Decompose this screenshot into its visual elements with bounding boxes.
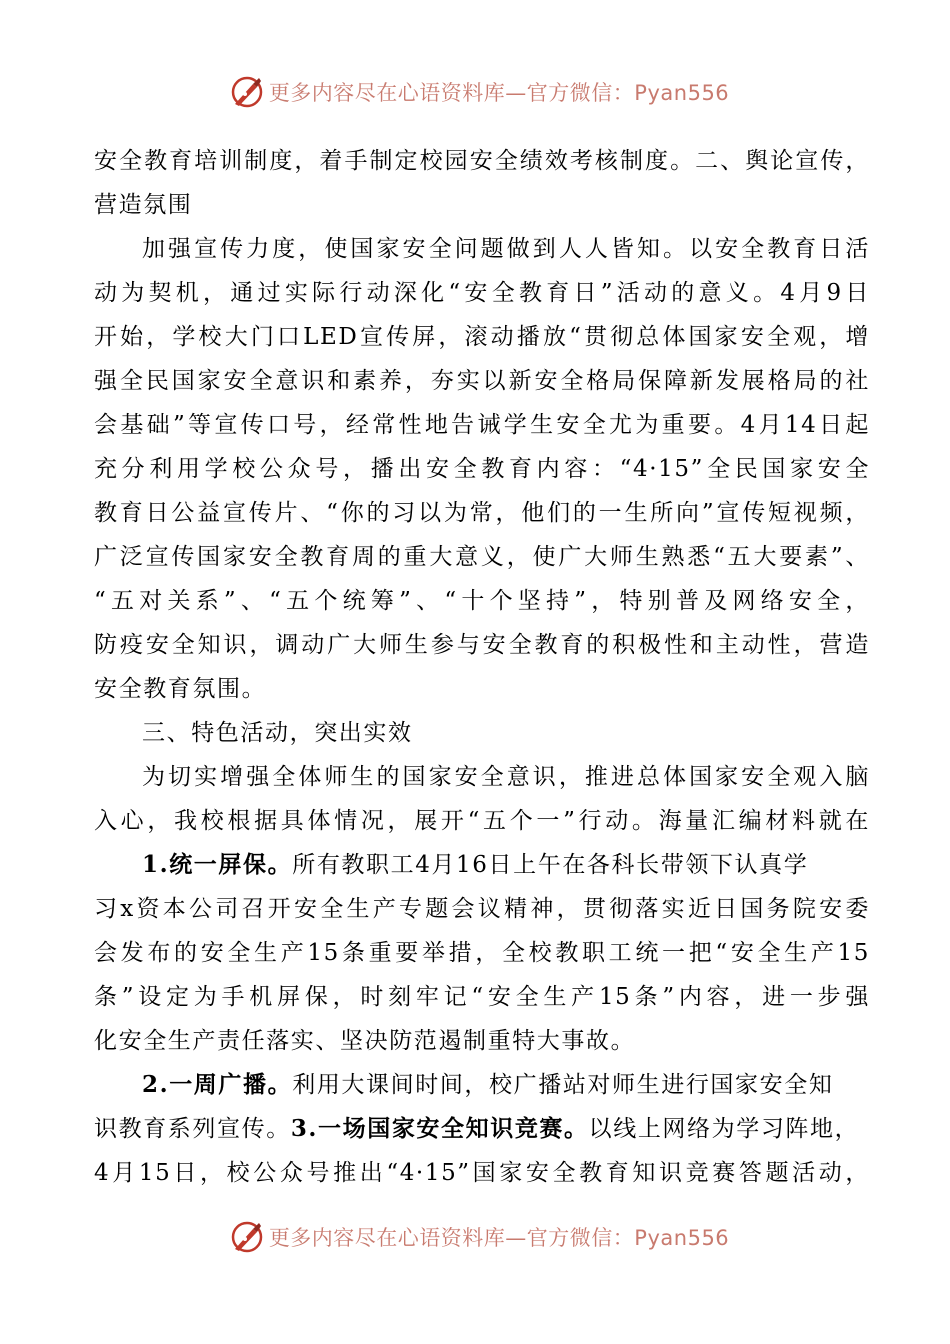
item-heading-quiz: 3.一场国家安全知识竞赛。	[290, 1115, 589, 1142]
paragraph-line: 为切实增强全体师生的国家安全意识，推进总体国家安全观入脑	[142, 764, 870, 790]
item-heading-screensaver: 1.统一屏保。	[142, 851, 293, 878]
paragraph-line: “五对关系”、“五个统筹”、“十个坚持”，特别普及网络安全，	[94, 588, 870, 614]
header-banner	[0, 70, 950, 114]
paragraph-line: 条”设定为手机屏保，时刻牢记“安全生产15条”内容，进一步强	[94, 984, 870, 1010]
paragraph-line: 入心，我校根据具体情况，展开“五个一”行动。海量汇编材料就在	[94, 808, 870, 834]
paragraph-line: 会发布的安全生产15条重要举措，全校教职工统一把“安全生产15	[94, 940, 870, 966]
footer-banner	[0, 1215, 950, 1259]
item-text: 利用大课间时间，校广播站对师生进行国家安全知	[292, 1072, 834, 1098]
pen-logo-icon	[229, 74, 265, 110]
paragraph-line: 开始，学校大门口LED宣传屏，滚动播放“贯彻总体国家安全观，增	[94, 324, 870, 350]
document-body	[94, 139, 870, 1195]
section-heading: 三、特色活动，突出实效	[142, 720, 413, 746]
item-heading-broadcast: 2.一周广播。	[142, 1071, 293, 1098]
paragraph-line: 习x资本公司召开安全生产专题会议精神，贯彻落实近日国务院安委	[94, 896, 870, 922]
item-text: 所有教职工4月16日上午在各科长带领下认真学	[292, 852, 809, 878]
paragraph-line: 加强宣传力度，使国家安全问题做到人人皆知。以安全教育日活	[142, 236, 870, 262]
paragraph-line	[94, 1063, 870, 1107]
paragraph-line	[94, 843, 870, 887]
paragraph-line: 4月15日，校公众号推出“4·15”国家安全教育知识竞赛答题活动，	[94, 1160, 870, 1186]
paragraph-line: 防疫安全知识，调动广大师生参与安全教育的积极性和主动性，营造	[94, 632, 870, 658]
header-banner-text: 更多内容尽在心语资料库—官方微信：Pyan556	[268, 81, 730, 105]
paragraph-line: 充分利用学校公众号，播出安全教育内容：“4·15”全民国家安全	[94, 456, 870, 482]
paragraph-line: 会基础”等宣传口号，经常性地告诫学生安全尤为重要。4月14日起	[94, 412, 870, 438]
paragraph-line: 营造氛围	[94, 192, 193, 218]
item-text: 识教育系列宣传。	[94, 1116, 291, 1142]
paragraph-line	[94, 1107, 870, 1151]
footer-banner-text: 更多内容尽在心语资料库—官方微信：Pyan556	[268, 1226, 730, 1250]
pen-logo-icon	[229, 1219, 265, 1255]
paragraph-line: 强全民国家安全意识和素养，夯实以新安全格局保障新发展格局的社	[94, 368, 870, 394]
paragraph-line: 广泛宣传国家安全教育周的重大意义，使广大师生熟悉“五大要素”、	[94, 544, 870, 570]
item-text: 以线上网络为学习阵地，	[588, 1116, 860, 1142]
paragraph-line: 化安全生产责任落实、坚决防范遏制重特大事故。	[94, 1028, 636, 1054]
paragraph-line: 安全教育氛围。	[94, 676, 267, 702]
paragraph-line: 安全教育培训制度，着手制定校园安全绩效考核制度。二、舆论宣传，	[94, 148, 870, 174]
paragraph-line: 动为契机，通过实际行动深化“安全教育日”活动的意义。4月9日	[94, 280, 870, 306]
paragraph-line: 教育日公益宣传片、“你的习以为常，他们的一生所向”宣传短视频，	[94, 500, 870, 526]
